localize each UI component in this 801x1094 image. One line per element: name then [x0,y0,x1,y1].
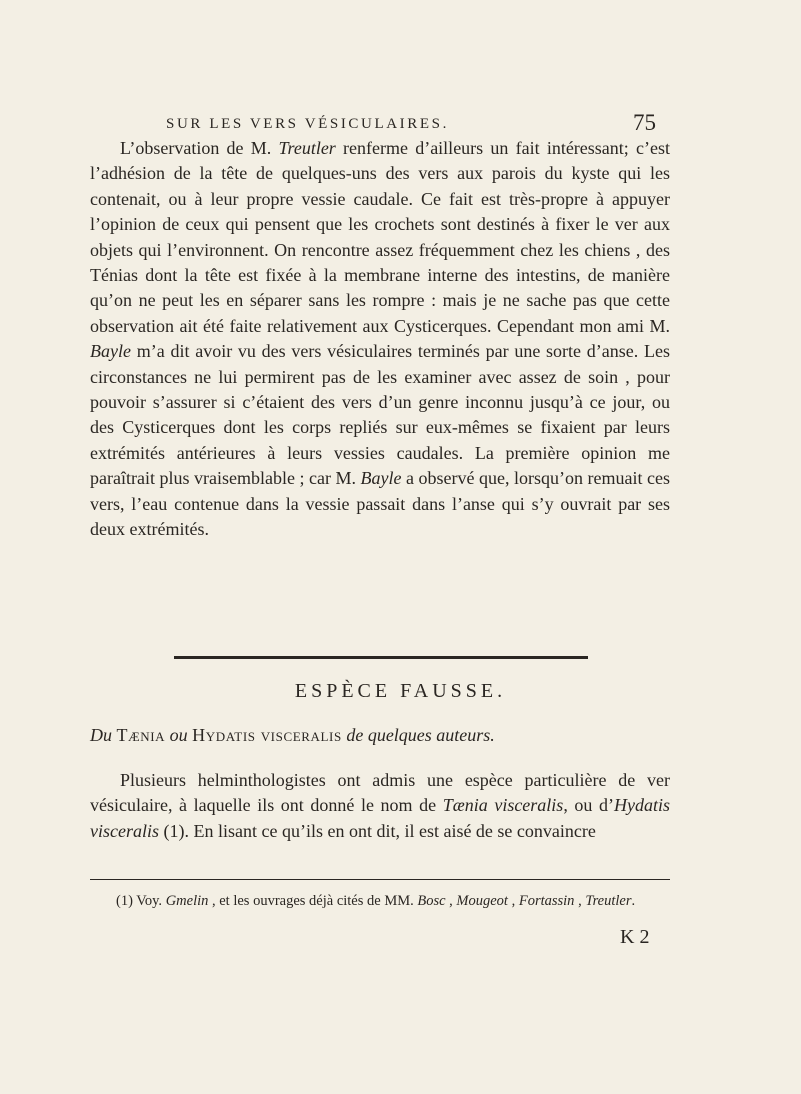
italic-name: Treutler [278,138,336,158]
section-title: ESPÈCE FAUSSE. [294,680,507,702]
section-divider-rule [174,656,588,659]
text-run: L’observation de M. [120,138,279,158]
italic-name: Mougeot [456,893,508,909]
section-subheading [90,725,670,746]
italic-name: Fortassin [518,893,575,909]
signature-mark: K 2 [620,926,650,948]
text-run: Plusieurs helminthologistes ont admis une espèce particulière de ver vésiculaire, à laquelle ils ont donné le nom de [90,770,670,816]
text-run: , [507,893,519,909]
italic-name: Bosc [417,893,446,909]
text-run: , [445,893,457,909]
italic-name: Tænia visceralis [442,795,564,816]
text-run: (1) Voy. [116,893,166,909]
italic-name: Hydatis visceralis [90,795,670,841]
page-number: 75 [633,110,656,135]
text-run: (1). En lisant ce qu’ils en ont dit, il est aisé de se convaincre [159,820,596,841]
italic-name: Bayle [90,341,131,362]
text-run: , et les ouvrages déjà cités de MM. [208,893,418,909]
subheading-du: Du [90,725,112,745]
subheading-hydatis: Hydatis visceralis [192,725,342,745]
text-run: , ou d’ [563,795,614,816]
italic-name: Gmelin [165,893,209,909]
paragraph-helminthologists [90,768,670,844]
running-title: SUR LES VERS VÉSICULAIRES. [166,116,449,132]
subheading-tail: de quelques auteurs. [346,725,495,745]
footnote [90,892,670,911]
subheading-ou: ou [169,725,188,745]
text-run: a observé que, lorsqu’on remuait ces vers, l’eau contenue dans la vessie passait dans l’anse qui s’y ouvrait par ses deux extrémités. [90,468,670,540]
paragraph-observation [90,136,670,543]
text-run: , [574,893,586,909]
text-run: . [631,893,636,909]
italic-name: Treutler [585,893,632,909]
subheading-taenia: Tænia [116,725,166,745]
text-run: m’a dit avoir vu des vers vésiculaires terminés par une sorte d’anse. Les circonstances ne lui permirent pas de les examiner avec assez de soin , pour pouvoir s’assurer si c’étaient des vers d’un genre inconnu jusqu’à ce jour, ou des Cysticerques dont les corps repliés sur eux-mêmes se fixaient par leurs extrémités antérieures à leurs vessies caudales. La première opinion me paraîtrait plus vraisemblable ; car M. [90,341,670,489]
italic-name: Bayle [360,468,402,489]
text-run: renferme d’ailleurs un fait intéressant; c’est l’adhésion de la tête de quelques-uns des vers aux parois du kyste qui les contenait, ou à leur propre vessie caudale. Ce fait est très-propre à appuyer l’opinion de ceux qui pensent que les crochets sont destinés à fixer le ver aux objets qui l’environnent. On rencontre assez fréquemment chez les chiens , des Ténias dont la tête est fixée à la membrane interne des intestins, de manière qu’on ne peut les en séparer sans les rompre : mais je ne sache pas que cette observation ait été faite relativement aux Cysticerques. Cependant mon ami M. [90,138,670,336]
footnote-rule [90,879,670,880]
running-head [166,112,656,136]
